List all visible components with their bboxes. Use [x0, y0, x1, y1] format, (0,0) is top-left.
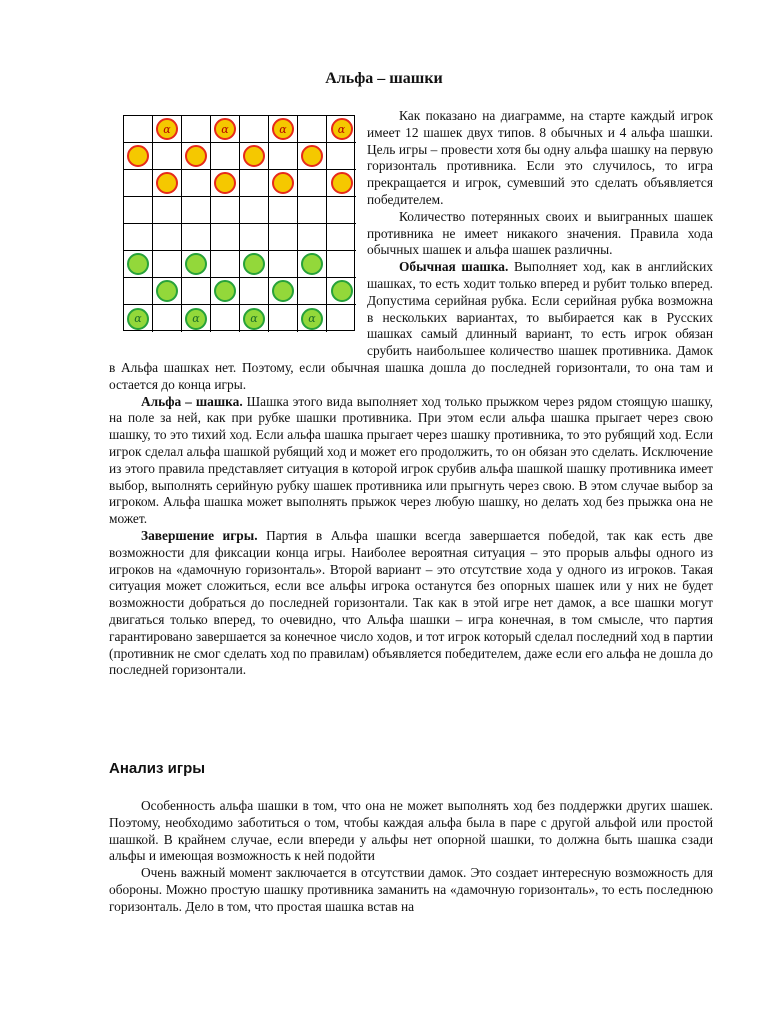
rules-text: [109, 108, 713, 679]
ordinary-body: Выполняет ход, как в английских шашках, то есть ходит только вперед и рубит только вперед. Допустима серийная рубка. Если серийная рубка возможна в нескольких вариантах, то выбирается как в Русских шашках самый длинный вариант, то есть игрок обязан срубить наибольшее количество шашек противника. Дамок в Альфа шашках нет. Поэтому, если обычная шашка дошла до последней горизонтали, то она там и остается до конца игры.: [109, 259, 713, 392]
green-alpha-checker: α: [243, 308, 265, 330]
red-alpha-checker: α: [272, 118, 294, 140]
analysis-paragraph-2: Очень важный момент заключается в отсутствии дамок. Это создает интересную возможность для обороны. Можно простую шашку противника заманить на «дамочную горизонталь», то есть последнюю горизонталь. Дело в том, что простая шашка встав на: [109, 865, 713, 914]
alpha-body: Шашка этого вида выполняет ход только прыжком через рядом стоящую шашку, на поле за ней, как при рубке шашки противника. При этом если альфа шашка прыгает через свою шашку, то это тихий ход. Если альфа шашка прыгает через шашку противника, то это рубящий ход. Если игрок сделал альфа шашкой рубящий ход и может его продолжить, то он обязан это сделать. Исключение из этого правила представляет ситуация в которой игрок срубив альфа шашкой шашку противника имеет выбор, выполнять серийную рубку шашек противника или прыгнуть через свою. В этом случае выбор за игроком. Альфа шашка может выполнять прыжок через любую шашку, но делать ход без прыжка она не может.: [109, 393, 713, 527]
red-alpha-checker: α: [156, 118, 178, 140]
ordinary-heading: Обычная шашка.: [399, 259, 509, 275]
end-paragraph: [109, 528, 713, 679]
green-alpha-checker: α: [127, 308, 149, 330]
intro-paragraph-1: Как показано на диаграмме, на старте каждый игрок имеет 12 шашек двух типов. 8 обычных и 4 альфа шашки. Цель игры – провести хотя бы одну альфа шашку на первую горизонталь противника. Если это случилось, то игра прекращается и игрок, сумевший это сделать объявляется победителем.: [367, 108, 713, 207]
end-heading: Завершение игры.: [141, 527, 258, 543]
alpha-paragraph: [109, 394, 713, 528]
page-title: Альфа – шашки: [325, 70, 443, 87]
analysis-text: [109, 798, 713, 916]
red-alpha-checker: α: [331, 118, 353, 140]
analysis-heading: Анализ игры: [109, 760, 206, 777]
green-alpha-checker: α: [301, 308, 323, 330]
end-body: Партия в Альфа шашки всегда завершается победой, так как есть две возможности для фиксации конца игры. Наиболее вероятная ситуация – это прорыв альфы одного из игроков на «дамочную горизонталь». Второй вариант – это отсутствие хода у одного из игроков. Такая ситуация может сложиться, если все альфы игрока останутся без опорных шашек или у них не будет возможности добраться до последней горизонтали. Так как в этой игре нет дамок, а все шашки могут двигаться только вперед, то очевидно, что Альфа шашки – игра конечная, в том смысле, что партия гарантировано завершается за конечное число ходов, и тот игрок который сделал последний ход в партии (противник не смог сделать ход по правилам) объявляется победителем, даже если его альфа не дошла до последней горизонтали.: [109, 527, 714, 678]
red-alpha-checker: α: [214, 118, 236, 140]
green-alpha-checker: α: [185, 308, 207, 330]
intro-paragraph-2: Количество потерянных своих и выигранных шашек противника не имеет никакого значения. Правила хода обычных шашек и альфа шашек различны.: [367, 208, 713, 258]
analysis-paragraph-1: Особенность альфа шашки в том, что она не может выполнять ход без поддержки других шашек. Поэтому, необходимо заботиться о том, чтобы каждая альфа была в паре с другой альфой или простой шашкой. В крайнем случае, если впереди у альфы нет опорной шашки, то должна быть шашка сзади альфы и имеющая возможность к ней подойти: [109, 798, 713, 864]
alpha-heading: Альфа – шашка.: [141, 393, 243, 409]
